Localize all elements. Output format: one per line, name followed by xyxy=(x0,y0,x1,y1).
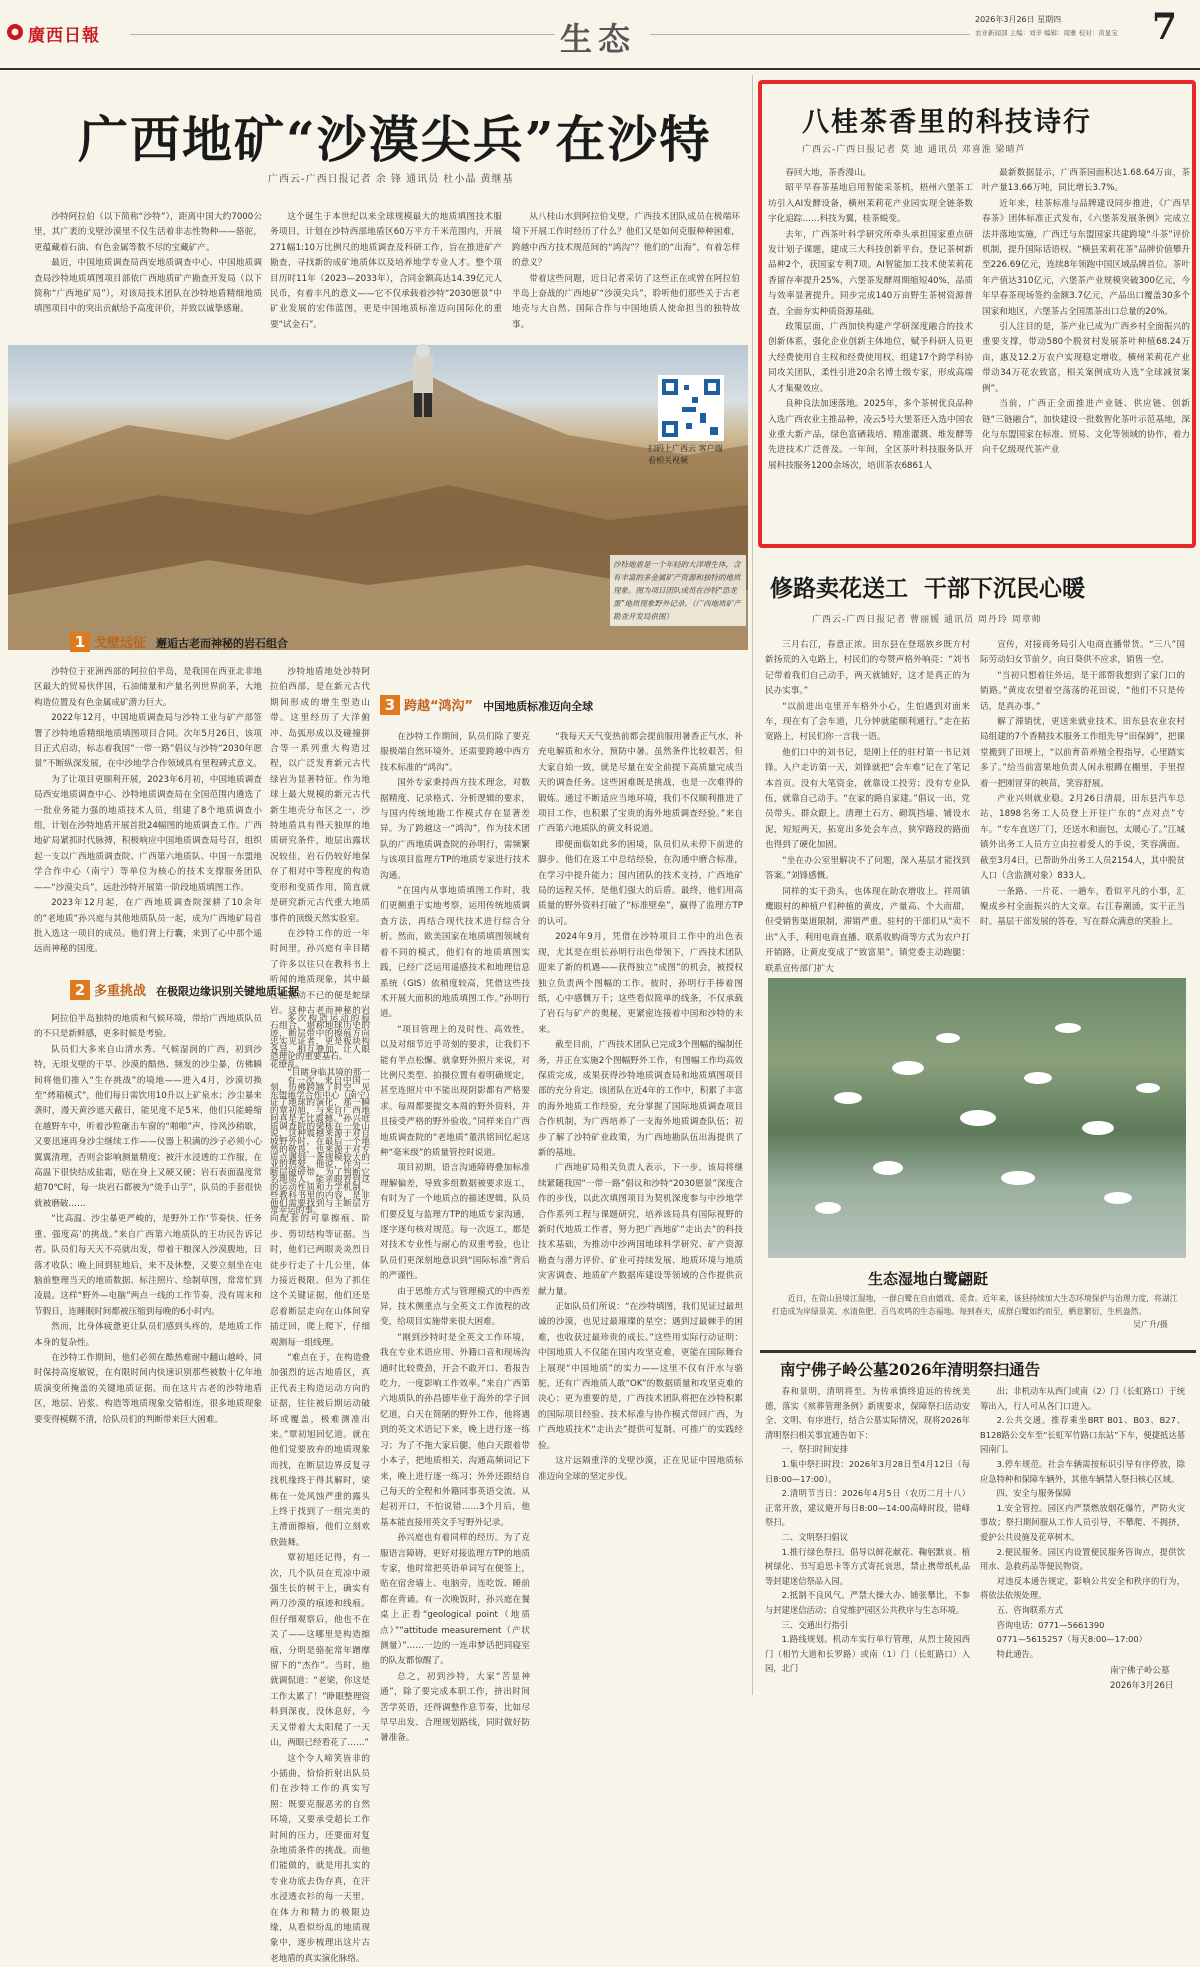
paper-logo-icon xyxy=(6,23,24,41)
section-1-header: 1 戈壁远征 邂逅古老而神秘的岩石组合 xyxy=(70,632,410,652)
sec3-paragraph: 截至目前，广西技术团队已完成3个图幅的编制任务，并正在实施2个图幅野外工作，有图幅工作均高效保质完成，成果获得沙特地质调查局和地质填图项目部的充分肯定。该团队在近4年的工作中，积累了丰富的海外地质工作经验，充分掌握了国际地质调查项目合作机制，为广西培养了一支海外地质调查队伍；初步了解了沙特矿业政策，为广西地勘队伍出海提供了新的基地。 xyxy=(538,1040,743,1158)
paper-name: 廣西日報 xyxy=(28,26,100,46)
photo-caption: 沙特地盾是一个年轻的大洋增生体，含有丰富的多金属矿产资源和独特的地质现象。图为项目团队成员在沙特“恐龙蛋”地质现象野外记录。（广西地质矿产勘查开发局供图） xyxy=(610,555,746,626)
tea-headline: 八桂茶香里的科技诗行 xyxy=(802,107,1092,138)
sec3-col-third xyxy=(538,730,743,1685)
main-byline: 广西云-广西日报记者 余 锋 通讯员 杜小晶 黄继基 xyxy=(268,174,514,185)
qr-code-icon xyxy=(660,377,722,439)
page-number: 7 xyxy=(1152,6,1178,48)
main-intro-col-3: 从八桂山水到阿拉伯戈壁，广西技术团队成员在极端环境下开展工作时经历了什么？他们又是如何克服种种困难，跨越中西方技术规范间的“鸿沟”？他们的“出海”，有着怎样的意义？ 带着这些问题，近日记者采访了这些正在或曾在阿拉伯半岛上奋战的广西地矿“沙漠尖兵”，聆听他们那些关于古老地壳与大自然、国际合作与中国地质人使命担当的独特故事。 xyxy=(512,212,740,330)
notice-date: 2026年3月26日 xyxy=(1110,1681,1174,1691)
sec1-col-2: 沙特地盾地处沙特阿拉伯西部，是在新元古代期间形成的增生型造山带。这里经历了大洋俯冲、岛弧形成以及碰撞拼合等一系列重大构造过程，以广泛发育新元古代绿岩为显著特征。作为地球上最大规模的新元古代新生地壳分布区之一，沙特地盾具有得天独厚的地质研究条件，地层出露状况较佳，岩石仍较好地保存了相对中等程度的构造变形和变质作用，简直就是研究新元古代重大地质事件的顶级天然实验室。 在沙特工作的近一年时间里，孙兴庭有幸目睹了许多以往只在教科书上听闻的地质现象，其中最让他激动不已的便是蛇绿岩。这种古老而神秘的岩石组合，堪称地球历史的忠实见证者，更是板块构造理论的重要基石。 “目睹身临其境的那一刻，仿佛跨越了时空，见证了地球的演化，那一瞬间真是无比震撼。”孙兴庭说，这种震撼来源于对自然的敬畏，也来源于对专业的热爱。他说，作为一名地质人，能亲眼看到这些教科书里的内容，是非常幸运的事。 xyxy=(270,667,370,1217)
sec3-paragraph: “我每天天气变热前都会提前服用暑香正气水，补充电解质和水分，预防中暑。虽然条件比较艰苦，但大家自始一致，就是尽量在安全前提下高质量完成当天的调查任务。这些困难既是挑战，也是一次难得的锻炼。通过不断适应当地环境，我们不仅顺利推进了项目工作，也积累了宝贵的海外地质调查经验。”来自广西第六地质队的黄文科说道。 xyxy=(538,732,743,835)
sec1-col-1: 沙特位于亚洲西部的阿拉伯半岛，是我国在西亚北非地区最大的贸易伙伴国，石油储量和产量名列世界前茅，大地构造位置及有色金属成矿潜力巨大。 2022年12月，中国地质调查局与沙特工业与矿产部签署了沙特地盾精细地质填图项目合同。次年5月26日，该项目正式启动，标志着我国“一带一路”倡议与沙特“2030年愿景”不断纵深发展，在中沙地学合作领域具有里程碑式意义。 为了让项目更顺利开展，2023年6月初，中国地质调查局西安地质调查中心、沙特地质调查局在全国范围内遴选了一批业务能力强的地质技术人员，组建了8个地质调查小组，计划在沙特地盾开展首批24幅图的地质调查工作。广西地矿局紧抓时代脉搏，积极响应中国地质调查局号召，组织起一支以广西地质调查院、广西第六地质队、中国一东盟地学合作中心（南宁）等单位为核心的技术支撑服务团队——“沙漠尖兵”，远赴沙特开展第一阶段地质填图工作。 2023年12月起，在广西地质调查院深耕了10余年的“老地质”孙兴庭与其他地质队员一起，成为广西地矿局首批入选这一项目的成员。他们背上行囊，来到了心中那个遥远而神秘的国度。 xyxy=(34,667,262,955)
notice-col-1: 春和景明，清明将至。为传承慎终追远的传统美德，落实《殡葬管理条例》新规要求，保障祭扫活动安全、文明、有序进行，结合公墓实际情况，现将2026年清明祭扫相关事宜通告如下： 一、祭扫时间安排 1.集中祭扫时段：2026年3月28日至4月12日（每日8:00—17:00）。 2.清明节当日：2026年4月5日（农历二月十八）正常开放，建议避开每日8:00—14:00高峰时段，错峰祭扫。 二、文明祭扫倡议 1.推行绿色祭扫。倡导以鲜花献花、鞠躬默哀、植树绿化、书写追思卡等方式寄托哀思，禁止携带纸札品等封建迷信祭品入园。 2.抵制不良风气。严禁大操大办、铺张攀比，不参与封建迷信活动；自觉维护园区公共秩序与生态环境。 三、交通出行指引 1.路线规划。机动车实行单行管理，从烈士陵园西门（相竹大道和长罗路）或南（1）门（长虹路口）入园，北门 xyxy=(765,1386,970,1674)
main-headline: 广西地矿“沙漠尖兵”在沙特 xyxy=(78,110,712,169)
sec2-col-1: 阿拉伯半岛独特的地质和气候环境，带给广西地质队员的不只是新鲜感，更多时候是考验。 队员们大多来自山清水秀、气候湿润的广西，初到沙特，无垠戈壁的干旱、沙漠的酷热、频发的沙尘暴，仿佛瞬间将他们推入“生存挑战”的境地——进入4月，沙漠切换至“烤箱模式”，他们每日需饮用10升以上矿泉水；沙尘暴来袭时，漫天黄沙遮天蔽日，能见度不足5米，他们只能蜷缩在越野车中，听着沙粒砸击车窗的“啪啪”声，待风沙稍歇，又要迅速再身沙尘继续工作——仪器上积满的沙子必须小心翼翼清理，否则会影响测量精度；被汗水浸透的工作服，在高温下很快结成盐霜，贴在身上又硬又硬；岩石表面温度常超70℃时，每一块岩石都被为“烫手山芋”，队员的手套很快就被磨破…… “比高温、沙尘暴更严峻的，是野外工作‘节奏快、任务重、强度高’的挑战。”来自广西第六地质队的王功民告诉记者。队员们每天天不亮就出发，带着干粮深入沙漠腹地，日落才收队；晚上回到驻地后，来不及休整，又要立刻坐在电脑前整理当天的地质数据、标注照片、绘制草图，常常忙到凌晨。这样“野外—电脑”两点一线的工作节奏，没有周末和节假日，连睡眠时间都被压缩到每晚的6小时内。 然而，比身体疲惫更让队员们感到头疼的，是地质工作本身的复杂性。 在沙特工作期间，他们必须在酷热难耐中翻山越岭，同时保持高度敏锐，在有限时间内快速识别那些被数十亿年地质演变所掩盖的关键地质证据。而在这片古老的沙特地盾区，地层、岩浆、构造等地质现象交错相连，很多地质现象要变得模糊不清，给队员们的判断带来巨大困难。 xyxy=(34,1014,262,1425)
sec2-col-2: 多次构造运动的痕迹，断层带中的擦痕方向各异、相互叠加，让人眼花缭乱。 有一次，来自中国一东盟地学合作中心（南宁）的覃初旭，与来自广西地质调查院的梁栋在一处山坡野外时，在最后一个地质点遇到一条规模较大的断层破碎带。为了判断它的运动性质和力学机制，他们需要找到与主断层方向配套的可靠擦痕、阶步、剪切结构等证据。当时，他们已两眼炎炎烈日徒步行走了十几公里，体力接近极限。但为了抓住这个关键证据，他们还是忍着断层走向在山体间穿插迂回，爬上爬下，仔细观测每一组线理。 “难点在于，在构造叠加强烈的远古地盾区，真正代表主构造运动方向的证据，往往被后期运动破坏或覆盖，极难测准出来。”覃初旭回忆道。就在他们觉要放弃的地质现象而找，在断层边界反复寻找机缘终于得其解时，梁栋在一处风蚀严重的露头上终于找到了一组完美的主滑面擦痕，他们立刻欢欣鼓舞。 覃初旭还记得，有一次，几个队员在荒凉中顽强生长的树干上，确实有两刀沙漠的痕迹和线痕。但仔细观察后，他也不在关了——这哪里是构造擦痕，分明是骆驼常年蹭摩留下的“杰作”。当时，他就调侃道：“老梁，你这是工作太累了！”睁眼整理资料到深夜，没休息好，今天又带着大太阳爬了一天山，两眼已经看花了……” 这个令人啼笑皆非的小插曲，恰恰折射出队员们在沙特工作的真实写照：既要克服恶劣的自然环境，又要承受超长工作时间的压力，还要面对复杂地质条件的挑战。而他们能做的，就是用扎实的专业功底去伪存真，在汗水浸透衣衫的每一天里，在体力和精力的极限边缘，从看似纷乱的地质现象中，逐步梳理出这片古老地盾的真实演化脉络。 xyxy=(270,1014,370,1964)
notice-title: 南宁佛子岭公墓2026年清明祭扫通告 xyxy=(780,1360,1041,1379)
date-line: 2026年3月26日 星期四 xyxy=(975,15,1062,24)
sec3-paragraph: 即便面临如此多的困境，队员们从未停下前进的脚步。他们在返工中总结经验，在沟通中磨合标准，在学习中提升能力；国内团队的技术支持，广西地矿局的远程关怀，是他们强大的后盾。最终，他们用高质量的野外资料打破了“标准壁垒”，赢得了监理方TP的认可。 xyxy=(538,839,743,927)
road-col-1: 三月右江，春意正浓。田东县在登瑶族乡既方村新扬荒的入屯路上，村民们的夸赞声格外响亮：“刘书记带着我们自己动手，两天就铺好，这才是真正的为民办实事。” “以前进出屯里开车格外小心，生怕遇到对面来车，现在有了会车道，几分钟就能顺利通行。”走在拓宽路上，村民们你一言我一语。 他们口中的刘书记，是刚上任的驻村第一书记刘锋。入户走访第一天，刘锋就把“会车难”记在了笔记本首页。没有大笔资金，就靠设工投劳；没有专业队伍，就靠自己动手。“在家的路自家建。”倡议一出，党员带头、群众跟上。清理土石方、砌筑挡墙、铺设水泥，短短两天，拓宽出多处会车点，狭窄路段的路面也得到了硬化加固。 “坐在办公室里解决不了问题，深入基层才能找到答案。”刘锋感慨。 同样的实干劲头，也体现在助农增收上。祥周镇鹰眼村的种植户们种植的黄皮，产量高、个大而甜，但受销售渠道限制，滞销严重。驻村的干部们从“卖不出”入手，利用电商直播、联系收购商等方式为农户打开销路，让黄皮变成了“致富果”。镇党委主动跑腿：联系宣传部门扩大 xyxy=(765,640,970,974)
qr-code[interactable] xyxy=(658,375,724,441)
sec3-paragraph: 广西地矿局相关负责人表示，下一步，该局将继续紧随我国“一带一路”倡议和沙特“2030愿景”深度合作的步伐，以此次填图项目为契机深度参与中沙地学合作系列工程与课题研究，培养该局具有国际视野的新时代地质工作者，努力把广西地矿“走出去”的科技技术基础，为推动中沙两国地球科学研究、矿产资源勘查与潜力评价、矿业可持续发展、地质环境与地质灾害调查、地质矿产数据库建设等领域的合作提供贡献力量。 xyxy=(538,1163,743,1297)
section-3-header: 3 跨越“鸿沟” 中国地质标准迈向全球 xyxy=(380,695,670,715)
tea-col-1: 春回大地，茶香漫山。 昭平早春茶基地启用智能采茶机，梧州六堡茶工坊引入AI发酵设备，横州茉莉花产业园实现全链条数字化追踪……科技为翼，桂茶蜕变。 去年，广西茶叶科学研究所牵头承担国家重点研发计划子课题，建成三大科技创新平台，登记茶树新品种2个，获国家专利7项。AI智能加工技术使茉莉花香留存率提升25%，六堡茶发酵周期缩短40%，品质与效率显著提升。同步完成140万亩野生茶树资源普查，全面夯实种质资源基础。 政策层面，广西加快构建产学研深度融合的技术创新体系，强化企业创新主体地位，赋予科研人员更大经费使用自主权和经费使用权，组建17个跨学科协同攻关团队，柔性引进20余名博士级专家，形成高端人才集聚效应。 良种良法加速落地。2025年，多个茶树优良品种入选广西农业主推品种，凌云5号大堡茶还入选中国农业重大新产品，绿色富硒栽培、精准灌溉、堆发酵等先进技术广泛普及。一年间，全区茶叶科技服务队开展科技服务1200余场次，培训茶农6861人 xyxy=(768,168,973,471)
road-headline: 修路卖花送工 干部下沉民心暖 xyxy=(770,575,1086,602)
notice-signature: 南宁佛子岭公墓 xyxy=(1110,1666,1170,1676)
qr-caption: 扫码上广西云 客户端看相关视频 xyxy=(648,444,723,465)
road-col-2: 宣传，对接商务局引入电商直播带货。“三八”国际劳动妇女节前夕，向日葵供不应求，销售一空。 “当初只想着往外运，是干部帮我想到了家门口的销路。”黄皮农望着空荡荡的花田说，“他们不只是传话，是真办事。” 解了滞销忧，更送来就业技术。田东县农业农村局组建的7个香精技术服务工作组先导“田保姆”，把课堂搬到了田埂上，“以前育苗养殖全程指导，心里踏实多了。”给当前富果地负责人闲永根蹲在棚里，手里捏着一把刚冒芽的秧苗，笑容舒展。 产业兴则就业稳。2月26日清晨，田东县汽车总站，1898名务工人员登上开往广东的“点对点”专车。“专车直送厂门，还送水和面包，太暖心了。”江城镇外出务工人员方立由拉着爱人的手说，笑容满面。截至3月4日，已帮助外出务工人员2154人，其中脱贫人口（含监测对象）833人。 一条路、一片花、一趟车，看似平凡的小事，汇聚成乡村全面振兴的大文章。右江春潮涌，实干正当时。基层干部发展的答卷，写在群众满意的笑脸上。 xyxy=(980,640,1185,928)
egret-graphic xyxy=(768,978,1186,1258)
sec3-paragraph: 这片远隔重洋的戈壁沙漠，正在见证中国地质标准迈向全球的坚定步伐。 xyxy=(538,1456,743,1482)
wetland-credit: 吴广升/摄 xyxy=(1130,1319,1168,1330)
editors-line: 农业新闻部 主编：刘辛 编辑：周雅 校对：黄显宝 xyxy=(975,29,1118,37)
tea-byline: 广西云-广西日报记者 莫 迪 通讯员 邓喜淮 梁晴芦 xyxy=(802,145,1026,155)
egret-wetland-photo xyxy=(768,978,1186,1258)
main-intro-col-1: 沙特阿拉伯（以下简称“沙特”），距离中国大约7000公里，其广袤的戈壁沙漠里不仅生活着非志性物种——骆驼，更蕴藏着石油、有色金属等数不尽的宝藏矿产。 最近，中国地质调查局西安地质调查中心、中国地质调查局沙特地质填图项目部依广西地质矿产勘查开发局（以下简称“广西地矿局”），对该局技术团队在沙特地盾精细地质填图项目中的突出贡献给予高度评价，并致以诚挚感谢。 xyxy=(34,212,262,315)
road-byline: 广西云-广西日报记者 曹丽媛 通讯员 周丹玲 周章师 xyxy=(812,615,1042,625)
sec3-paragraph: 2024年9月，凭借在沙特项目工作中的出色表现，尤其是在组长孙明行出色带领下，广西技术团队迎来了新的机遇——获得独立“成图”的机会，被授权独立负责两个图幅的工作。彼时，孙明行手捧着图纸，心中感慨万千；这些看似简单的线条，不仅承载了岩石与矿产的奥秘，更紧密连接着中国和沙特的未来。 xyxy=(538,932,743,1035)
tea-article-box xyxy=(758,80,1196,548)
sec3-col-1: 在沙特工作期间，队员们除了要克服极端自然环境外，还需要跨越中西方技术标准的“鸿沟”。 国外专家秉持西方技术理念，对数据精度、记录格式、分析逻辑的要求，与国内传统地勘工作模式存在显著差异。为了跨越这一“鸿沟”，作为技术团队的广西地质调查院的孙明行，需频繁与该项目监理方TP的地质专家进行技术沟通。 “在国内从事地质填图工作时，我们更侧重于实地考察，运用传统地质调查方法，再结合现代技术进行综合分析。然而，欧美国家在地质填图领域有着不同的模式，他们有的地质填图实践，已经广泛运用遥感技术和地理信息系统（GIS）依稍度较高，凭借这些技术开展大面积的地质填图工作。”孙明行道。 “项目管理上的及时性、高效性，以及对细节近乎苛刻的要求，让我们不能有半点松懈。就拿野外照片来说，对比例尺类型、拍摄位置有着明确规定，甚至连照片中不能出现阴影都有严格要求。每周都要提交本周的野外资料，并且接受严格的野外验收。”同样来自广西地质调查院的“老地质”董洪铭回忆起这种“毫米级”的质量管控时说道。 项目初期，语言沟通障碍叠加标准理解偏差，导致多组数据被要求返工，有时为了一个地质点的描述逻辑，队员们要反复与监理方TP的地质专家沟通，逐字逐句核对规范。每一次返工，都是对技术专业性与耐心的双重考验，也让队员们更深刻地意识到“国际标准”背后的严谨性。 由于思维方式与管理模式的中西差异，技术侧重点与全英文工作流程的改变，给项目实施带来很大困难。 “刚到沙特时是全英文工作环境，我在专业术语应用、外籍口音和现场沟通时比较费劲，开会不敢开口、看报告吃力，一度影响工作效率。”来自广西第六地质队的孙昌德毕业于海外的学子回忆道，白天在简陋的野外工作，他将遇到的英文术语记下来，晚上进行逐一练习；为了不拖大家后腿，他白天跟着带小本子，把地质相关、沟通高频词记下来，晚上进行逐一练习；外外还跟结自己每天的全程和外籍同事英语交流。从起初开口，不怕说错……3个月后，他基本能直接用英文手写野外记录。 孙兴庭也有着同样的经历。为了克服语言障碍，更好对接监理方TP的地质专家，他时常把英语单词写在便签上，贴在宿舍墙上、电脑旁，连吃饭、睡前都在背诵。有一次晚饭时，孙兴庭在餐桌上正看“geological point（地质点）”“attitude measurement（产状测量）”……一边的一连串梦话把同寝室的队友都惊醒了。 总之，初到沙特，大家“苦显神通”，除了要完成本职工作，挤出时间苦学英语，还得调整作息节奏，比如尽早早出发、合理规划路线，同时做好防暑准备。 xyxy=(380,732,530,1744)
masthead xyxy=(0,0,1200,72)
wetland-title: 生态湿地白鹭翩跹 xyxy=(868,1270,989,1288)
paper-logo xyxy=(6,18,126,46)
tea-col-2: 最新数据显示，广西茶园面积达1.68.64万亩，茶叶产量13.66万吨，同比增长3.7%。 近年来，桂茶标准与品牌建设同步推进，《广西早春茶》团体标准正式发布，《六堡茶发展条例》完成立法并落地实施，广西迁与东盟国家共建跨境“斗茶”评价机制，提升国际话语权。“横县茉莉花茶”品牌价值攀升至226.69亿元，连续8年领跑中国区域品牌首位。茶叶年产值达310亿元，六堡茶产业规模突破300亿元，今年早春茶现场签约金额3.7亿元，产品出口覆盖30多个国家和地区，六堡茶占全国黑茶出口总量的20%。 引人注目的是，茶产业已成为广西乡村全面振兴的重要支撑，带动580个脱贫村发展茶叶种植68.24万亩，惠及12.2万农户实现稳定增收，横州茉莉花产业带动34万花农致富，相关案例成功入选“全球减贫案例”。 当前，广西正全面推进产业链、供应链、创新链“三链融合”，加快建设一批数智化茶叶示范基地，深化与东盟国家在标准、贸易、文化等领域的协作，着力向千亿级现代茶产业 xyxy=(982,168,1190,456)
notice-col-2: 出；非机动车从西门或南（2）门（长虹路口）于统筹出入，行人可从各门口进入。 2.公共交通。推荐乘坐BRT B01、B03、B27、B128路公交车至“长虹军竹路口东站”下车，便捷抵达墓园南门。 3.停车规范。社会车辆需按标识引导有序停放，除应急特种和保障车辆外，其他车辆禁入祭扫核心区域。 四、安全与服务保障 1.安全管控。园区内严禁燃放烟花爆竹，严防火灾事故；祭扫期间服从工作人员引导，不攀爬、不拥挤，爱护公共设施及花草树木。 2.便民服务。园区内设置便民服务咨询点，提供饮用水、急救药品等便民物资。 对违反本通告规定，影响公共安全和秩序的行为，将依法依规处理。 五、咨询联系方式 咨询电话：0771—5661390 0771—5615257（每天8:00—17:00） 特此通告。 xyxy=(980,1386,1185,1659)
wetland-caption: 近日，在资山县境江湿地，一群白鹭在自由嬉戏、觅食。近年来，该县持续加大生态环境保护与治理力度，将湖江打造成为岸绿景美、水清鱼肥、百鸟欢鸣的生态福地。每到春天，成群白鹭如约而至，栖息繁衍，生机盎然。 xyxy=(772,1294,1178,1316)
section-2-header: 2 多重挑战 在极限边缘识别关键地质证据 xyxy=(70,980,490,1000)
sec3-paragraph: 正如队员们所说：“在沙特填图，我们见证过最坦诚的沙漠，也见过最璀璨的星空；遇到过最棘手的困难，也收获过最珍贵的成长。”这些用实际行动证明：中国地质人不仅能在国内攻坚克难，更能在国际舞台上展现“中国地质”的实力——这里不仅有汗水与骆驼，还有广西地质人敢“OK”的数据质量和攻坚克难的决心；更为重要的是，广西技术团队将把在沙特积累的国际项目经验、技术标准与协作模式带回广西，为广西地质技术“走出去”提供可复制、可推广的实践经验。 xyxy=(538,1302,743,1451)
main-intro-col-2: 这个诞生于本世纪以来全球规模最大的地质填图技术服务项目，计划在沙特西部地盾区60万平方千米范围内，开展271幅1:10万比例尺的地质调查及科研工作，旨在推进矿产勘查，寻找新的成矿地质体以及培养地学专业人才。整个项目历时11年（2023—2033年），合同金额高达14.39亿元人民币，有着丰凡的意义——它不仅承载着沙特“2030愿景”中矿业发展的宏伟蓝图，更是中国地质标准迈向国际化的重要“试金石”。 xyxy=(270,212,502,330)
section-name: 生态 xyxy=(560,20,637,58)
